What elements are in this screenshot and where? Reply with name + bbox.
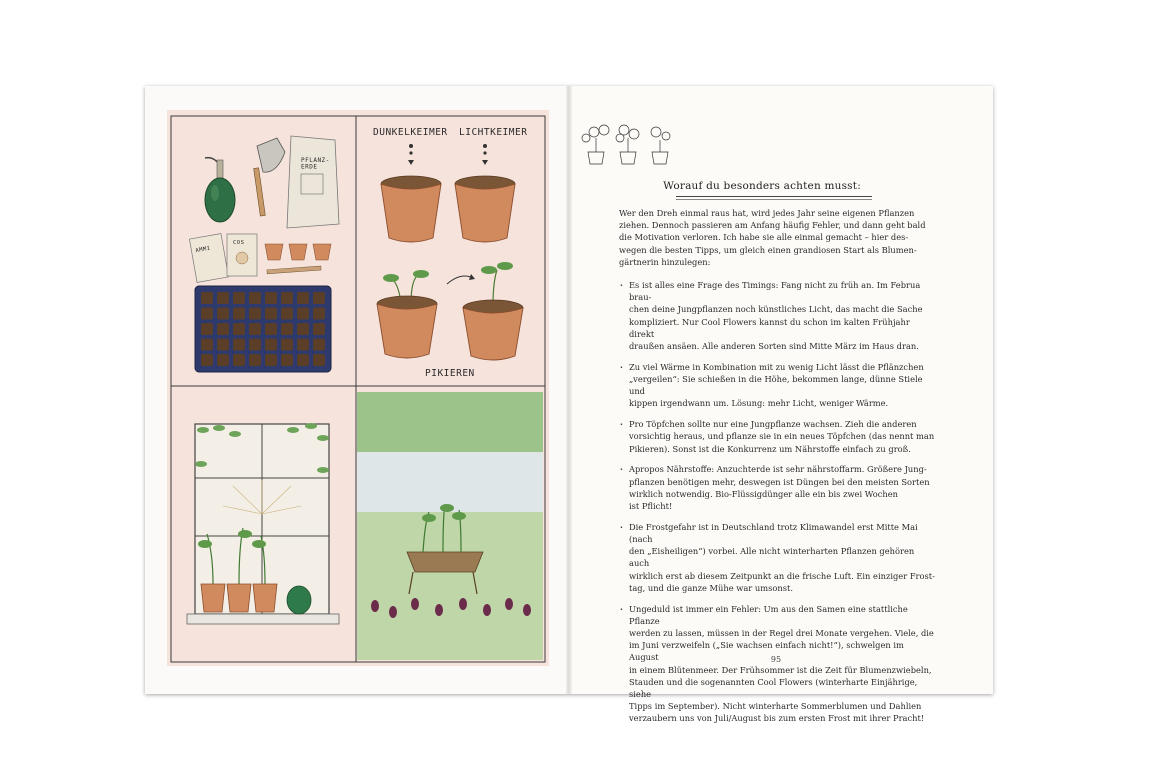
tray-cell — [249, 323, 261, 335]
tray-cell — [201, 308, 213, 320]
seed-packet-b-label: COS — [233, 240, 245, 246]
section-heading: Worauf du besonders achten musst: — [663, 180, 861, 192]
tray-cell — [281, 323, 293, 335]
tray-cell — [249, 339, 261, 351]
tray-cell — [313, 308, 325, 320]
tray-cell — [313, 292, 325, 304]
tray-cell — [249, 354, 261, 366]
water-sprayer-icon — [205, 158, 235, 222]
pots-seeds-icon — [381, 176, 515, 242]
tray-cell — [281, 308, 293, 320]
tray-cell — [233, 354, 245, 366]
seed-packet-a-label: AMMI — [195, 245, 212, 255]
tray-cell — [201, 323, 213, 335]
tray-cell — [233, 323, 245, 335]
pots-seedlings-icon — [377, 262, 523, 360]
soil-bag-label: PFLANZ-ERDE — [301, 157, 330, 171]
tray-cell — [201, 292, 213, 304]
tray-cell — [313, 339, 325, 351]
label-lichtkeimer: LICHTKEIMER — [459, 127, 528, 138]
gutter-shadow — [566, 86, 572, 694]
tray-cell — [265, 323, 277, 335]
tray-cell — [265, 308, 277, 320]
tray-cell — [297, 323, 309, 335]
tray-cell — [201, 339, 213, 351]
tray-cell — [297, 339, 309, 351]
trowel-icon — [254, 138, 285, 216]
tray-cell — [201, 354, 213, 366]
page-number: 95 — [770, 655, 782, 664]
tray-cell — [217, 323, 229, 335]
intro-paragraph: Wer den Dreh einmal raus hat, wird jedes Jahr seine eigenen Pflanzen ziehen. Dennoch passieren am Anfang häufig Fehler, und dann geht bald die Motivation verloren. Ich habe sie alle einmal gemacht – hier des- wegen die besten Tipps, um gleich einen grandiosen Start als Blumen- gärtnerin hinzulegen: — [619, 208, 926, 267]
panel-germination — [363, 118, 543, 380]
seed-arrows-icon — [408, 144, 488, 165]
tray-cell — [217, 308, 229, 320]
tip-patience: · Ungeduld ist immer ein Fehler: Um aus den Samen eine stattliche Pflanze werden zu lassen, müssen in der Regel drei Monate vergehen. Viele, die im Juni verzweifeln („Sie wachsen einfach nicht!“), schwelgen im August in einem Blütenmeer. Der Frühsommer ist die Zeit für Blumenzwiebeln, Stauden und die sogenannten Cool Flowers (winterharte Einjährige, siehe Tipps im September). Nicht winterharte Sommerblumen und Dahlien verzaubern uns von Juli/August bis zum ersten Frost mit ihrer Pracht! — [619, 603, 935, 725]
tip-one-plant-per-pot: · Pro Töpfchen sollte nur eine Jungpflanze wachsen. Zieh die anderen vorsichtig heraus, und pflanze sie in ein neues Töpfchen (das nennt man Pikieren). Sonst ist die Konkurrenz um Nährstoffe einfach zu groß. — [619, 418, 935, 455]
tip-frost: · Die Frostgefahr ist in Deutschland trotz Klimawandel erst Mitte Mai (nach den „Eisheiligen“) vorbei. Alle nicht winterharten Pflanzen gehören auch wirklich erst ab diesem Zeitpunkt an die frische Luft. Ein einziger Frost- tag, und die ganze Mühe war umsonst. — [619, 521, 935, 594]
illustration — [167, 110, 549, 666]
panel-garden — [357, 392, 543, 660]
soil-bag-icon — [287, 136, 339, 228]
label-pikieren: PIKIEREN — [425, 368, 475, 379]
tray-cell — [233, 308, 245, 320]
left-page — [145, 86, 569, 694]
tip-nutrients: · Apropos Nährstoffe: Anzuchterde ist sehr nährstoffarm. Größere Jung- pflanzen benötigen mehr, deswegen ist Düngen bei den meisten Sorten wirklich notwendig. Bio-Flüssigdünger alle ein bis zwei Wochen ist Pflicht! — [619, 463, 935, 512]
tip-timing: · Es ist alles eine Frage des Timings: Fang nicht zu früh an. Im Februa brau- chen deine Jungpflanzen noch künstliches Licht, das macht die Sache kompliziert. Nur Cool Flowers kannst du schon im kalten Frühjahr direkt draußen ansäen. Alle anderen Sorten sind Mitte März im Haus dran. — [619, 279, 935, 352]
tray-cell — [249, 308, 261, 320]
tips-list — [619, 279, 935, 733]
heading-rule-secondary — [676, 199, 872, 200]
tray-cell — [249, 292, 261, 304]
tray-cell — [265, 339, 277, 351]
panel-window — [173, 394, 353, 658]
tray-cell — [265, 354, 277, 366]
tray-cell — [281, 354, 293, 366]
tray-cell — [217, 339, 229, 351]
heading-rule — [676, 196, 872, 197]
label-dunkelkeimer: DUNKELKEIMER — [373, 127, 448, 138]
tray-cell — [217, 292, 229, 304]
tray-cell — [297, 308, 309, 320]
potted-flowers-icon — [578, 122, 676, 168]
tray-cell — [217, 354, 229, 366]
tray-cell — [281, 339, 293, 351]
tray-cell — [265, 292, 277, 304]
tip-light-warmth: · Zu viel Wärme in Kombination mit zu wenig Licht lässt die Pflänzchen „vergeilen“: Sie schießen in die Höhe, bekommen lange, dünne Stiele und kippen irgendwann um. Lösung: mehr Licht, weniger Wärme. — [619, 361, 935, 410]
panel-supplies — [173, 118, 353, 380]
tray-cell — [233, 339, 245, 351]
seed-tray-icon — [195, 286, 331, 372]
seed-packets-icon — [189, 234, 257, 283]
tray-cell — [281, 292, 293, 304]
tray-cell — [313, 354, 325, 366]
tray-cell — [313, 323, 325, 335]
tray-cell — [233, 292, 245, 304]
tray-cell — [297, 354, 309, 366]
small-pots-icon — [265, 244, 331, 274]
tray-cell — [297, 292, 309, 304]
